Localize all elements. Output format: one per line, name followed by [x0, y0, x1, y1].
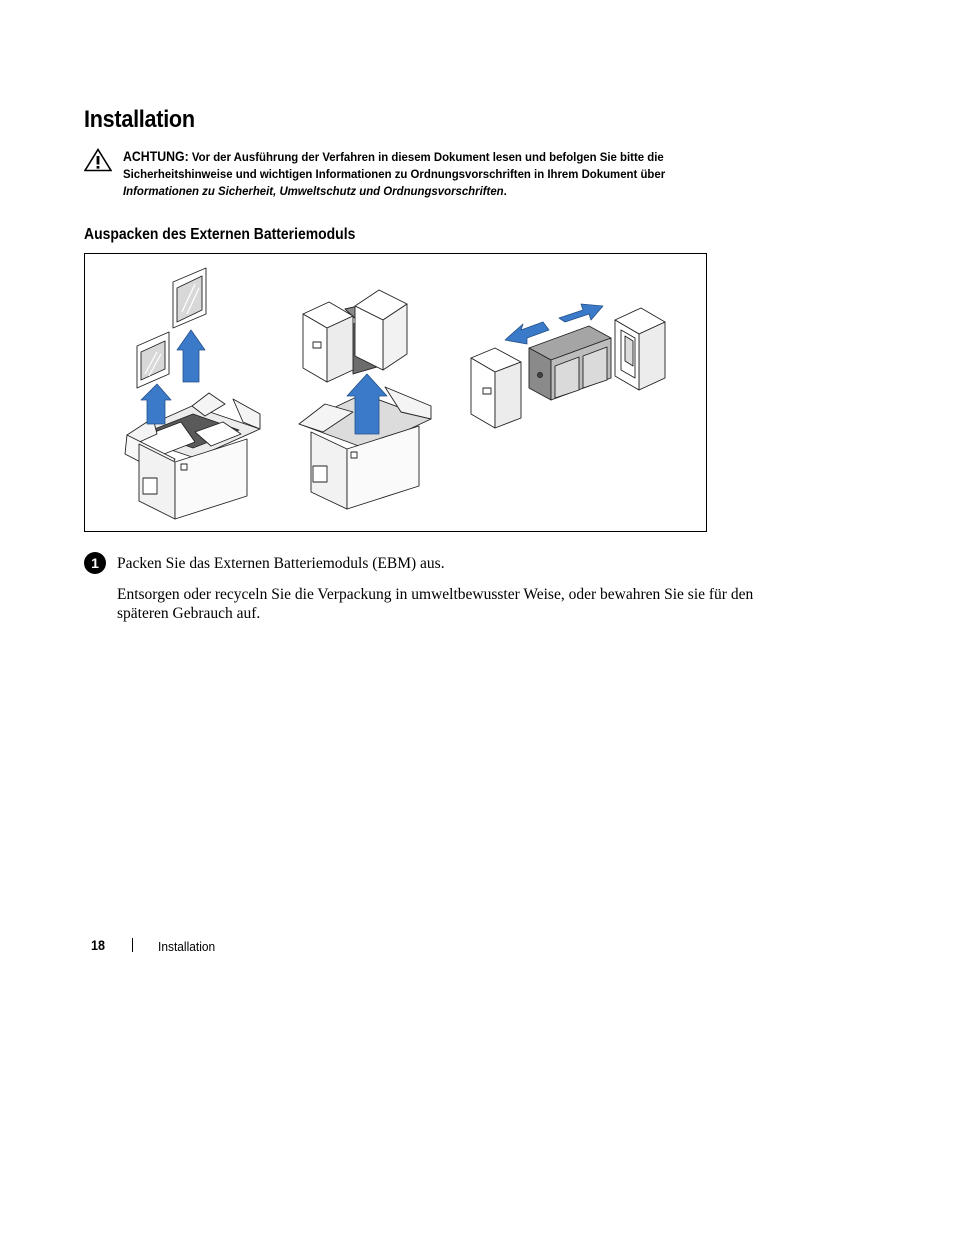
page-title: Installation — [84, 106, 195, 133]
unpacking-illustration — [85, 254, 706, 531]
arrow-up-icon — [177, 330, 205, 382]
arrow-right-icon — [559, 304, 603, 322]
step-note: Entsorgen oder recyceln Sie die Verpackung in umweltbewusster Weise, oder bewahren Sie sie für den späteren Gebrauch auf. — [117, 586, 754, 622]
footer-section-name: Installation — [158, 939, 216, 954]
caution-label: ACHTUNG: — [123, 149, 189, 164]
end-cap-right — [615, 308, 665, 390]
caution-reference: Informationen zu Sicherheit, Umweltschutz und Ordnungsvorschriften — [123, 184, 504, 198]
warning-triangle-icon — [84, 148, 112, 172]
footer-separator — [132, 938, 133, 952]
battery-module — [529, 326, 611, 400]
step-number-badge: 1 — [84, 552, 106, 574]
end-cap-left — [471, 348, 521, 428]
caution-body: Vor der Ausführung der Verfahren in diesem Dokument lesen und befolgen Sie bitte die Sicherheitshinweise und wichtigen Informationen zu Ordnungsvorschriften in Ihrem Dokument über — [123, 150, 666, 181]
battery-module-packed — [303, 290, 407, 382]
caution-text — [123, 148, 712, 200]
step-text: Packen Sie das Externen Batteriemoduls (EBM) aus. — [117, 555, 445, 572]
unpacking-figure — [84, 253, 707, 532]
arrow-left-icon — [505, 322, 549, 344]
footer-page-number: 18 — [91, 937, 106, 953]
section-title: Auspacken des Externen Batteriemoduls — [84, 226, 356, 243]
caution-end: . — [503, 184, 507, 198]
shipping-box-open-1 — [125, 393, 260, 519]
